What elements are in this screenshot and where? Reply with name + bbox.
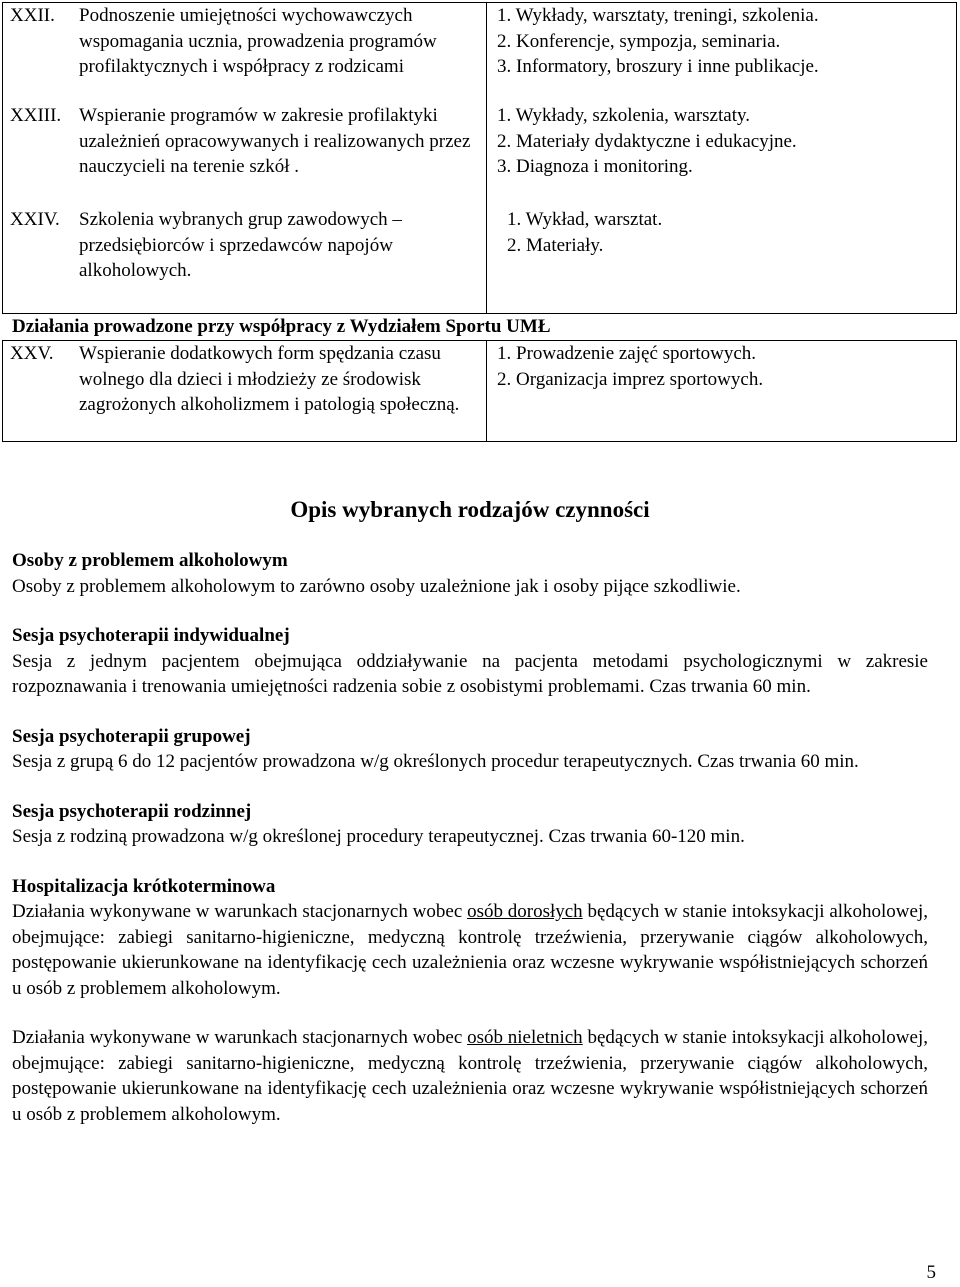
forms-group	[497, 3, 956, 103]
task-row	[3, 341, 486, 418]
definition-block	[12, 548, 928, 599]
forms-cell	[487, 3, 957, 314]
forms-cell	[487, 341, 957, 442]
body-text: Działania wykonywane w warunkach stacjonarnych wobec	[12, 901, 468, 922]
task-row	[3, 103, 486, 207]
form-item: 1. Wykład, warsztat.	[507, 209, 663, 230]
form-item: 2. Materiały dydaktyczne i edukacyjne.	[497, 130, 797, 152]
tasks-cell	[3, 341, 487, 442]
task-number: XXIV.	[10, 209, 60, 230]
definition-block	[12, 623, 928, 700]
definition-block	[12, 799, 928, 850]
form-item: 1. Prowadzenie zajęć sportowych.	[497, 343, 757, 364]
underlined-text: osób nieletnich	[467, 1027, 583, 1048]
activities-table	[2, 2, 957, 314]
definitions	[12, 548, 928, 1151]
definition-block	[12, 724, 928, 775]
forms-group	[497, 207, 956, 258]
definition-title: Sesja psychoterapii grupowej	[12, 725, 251, 747]
form-item: 3. Informatory, broszury i inne publikacje.	[497, 56, 819, 77]
underlined-text: osób dorosłych	[467, 901, 583, 922]
definition-title: Hospitalizacja krótkoterminowa	[12, 875, 276, 897]
definition-title: Osoby z problemem alkoholowym	[12, 550, 288, 571]
task-text: Wspieranie programów w zakresie profilaktyki uzależnień opracowywanych i realizowanych przez nauczycieli na terenie szkół .	[79, 105, 471, 177]
task-row	[3, 207, 486, 284]
form-item: 1. Wykłady, szkolenia, warsztaty.	[497, 105, 750, 126]
task-number: XXIII.	[10, 105, 62, 126]
page-number: 5	[926, 1261, 936, 1283]
body-text: będących w stanie intoksykacji alkoholowej, obejmujące: zabiegi sanitarno-higieniczne, medyczną kontrolę trzeźwienia, przerywanie ciągów alkoholowych, postępowanie ukierunkowane na identyfikację cech uzależnienia oraz wczesne wykrywanie współistniejących schorzeń u osób z problemem alkoholowym.	[12, 1027, 928, 1125]
main-title: Opis wybranych rodzajów czynności	[290, 497, 650, 522]
tasks-cell	[3, 3, 487, 314]
form-item: 3. Diagnoza i monitoring.	[497, 156, 693, 177]
definition-body	[12, 1025, 928, 1127]
task-text: Podnoszenie umiejętności wychowawczych wspomagania ucznia, prowadzenia programów profilaktycznych i współpracy z rodzicami	[79, 5, 437, 77]
definition-body: Sesja z jednym pacjentem obejmująca oddziaływanie na pacjenta metodami psychologicznymi w zakresie rozpoznawania i trenowania umiejętności radzenia sobie z osobistymi problemami. Czas trwania 60 min.	[12, 650, 928, 697]
definition-title: Sesja psychoterapii rodzinnej	[12, 800, 252, 822]
definition-block	[12, 874, 928, 1128]
definition-body: Sesja z rodziną prowadzona w/g określonej procedury terapeutycznej. Czas trwania 60-120 min.	[12, 826, 745, 847]
form-item: 2. Organizacja imprez sportowych.	[497, 368, 764, 390]
forms-group	[497, 103, 956, 207]
task-text: Wspieranie dodatkowych form spędzania czasu wolnego dla dzieci i młodzieży ze środowisk zagrożonych alkoholizmem i patologią społeczną.	[79, 343, 460, 415]
definition-title: Sesja psychoterapii indywidualnej	[12, 625, 290, 646]
body-text: będących w stanie intoksykacji alkoholowej, obejmujące: zabiegi sanitarno-higieniczne, medyczną kontrolę trzeźwienia, przerywanie ciągów alkoholowych, postępowanie ukierunkowane na identyfikację cech uzależnienia oraz wczesne wykrywanie współistniejących schorzeń u osób z problemem alkoholowym.	[12, 901, 928, 999]
form-item: 1. Wykłady, warsztaty, treningi, szkolenia.	[497, 5, 819, 26]
definition-body	[12, 899, 928, 1001]
task-number: XXII.	[10, 5, 55, 26]
body-text: Działania wykonywane w warunkach stacjonarnych wobec	[12, 1027, 468, 1048]
task-number: XXV.	[10, 343, 54, 364]
definition-body: Osoby z problemem alkoholowym to zarówno osoby uzależnione jak i osoby pijące szkodliwie.	[12, 575, 741, 597]
section-heading: Działania prowadzone przy współpracy z Wydziałem Sportu UMŁ	[12, 316, 551, 337]
task-row	[3, 3, 486, 103]
definition-body: Sesja z grupą 6 do 12 pacjentów prowadzona w/g określonych procedur terapeutycznych. Czas trwania 60 min.	[12, 751, 859, 772]
sport-activities-table	[2, 340, 957, 442]
form-item: 2. Materiały.	[507, 234, 604, 256]
form-item: 2. Konferencje, sympozja, seminaria.	[497, 30, 781, 52]
task-text: Szkolenia wybranych grup zawodowych – przedsiębiorców i sprzedawców napojów alkoholowych.	[79, 209, 402, 281]
